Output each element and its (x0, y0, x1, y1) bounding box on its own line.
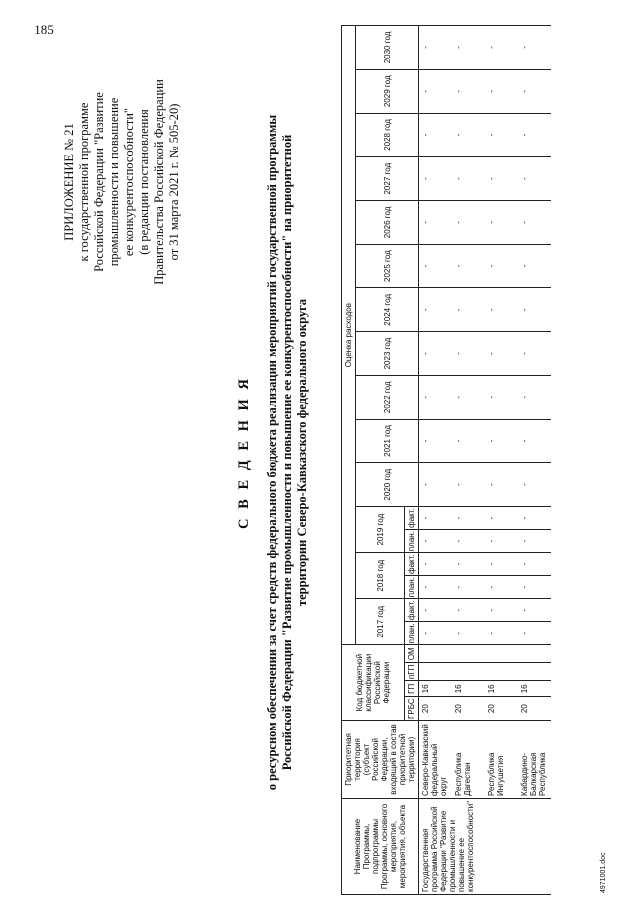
page-number: 185 (34, 22, 54, 37)
value-cell: - (485, 288, 518, 332)
header-row (342, 26, 356, 895)
document-title: С В Е Д Е Н И Я (236, 376, 252, 529)
col-plan-header: план. (405, 576, 419, 599)
value-cell: - (518, 288, 551, 332)
appendix-line: Российской Федерации "Развитие (92, 92, 106, 272)
value-cell: - (452, 576, 485, 599)
grbs-cell: 20 (518, 697, 551, 721)
col-code-header: Код бюджетной классификации Российской Федерации (342, 645, 405, 721)
gp-cell: 16 (419, 681, 453, 697)
program-name-cell: Государственная программа Российской Федерации "Развитие промышленности и повышение ее конкурентоспособности" (419, 798, 552, 894)
appendix-title: ПРИЛОЖЕНИЕ № 21 (62, 123, 76, 241)
value-cell: - (419, 375, 453, 419)
col-territory-header: Приоритетная территория (субъект Российской Федерации, входящий в состав приоритетной территории) (342, 720, 419, 798)
value-cell: - (452, 553, 485, 576)
value-cell: - (419, 332, 453, 376)
territory-cell: Республика Ингушетия (485, 720, 518, 798)
value-cell: - (518, 69, 551, 113)
document-subtitle-line: Российской Федерации "Развитие промышленности и повышение ее конкурентоспособности" на приоритетной (280, 134, 294, 771)
value-cell: - (419, 463, 453, 507)
value-cell: - (485, 26, 518, 70)
expenditure-table (341, 25, 551, 895)
value-cell: - (419, 553, 453, 576)
col-name-header: Наименование Программы, подпрограммы Программы, основного мероприятия, мероприятия, объекта (342, 798, 419, 894)
col-pgp-header: пГП (405, 663, 419, 681)
col-fact-header: факт. (405, 599, 419, 622)
col-year-header: 2017 год (356, 599, 405, 645)
value-cell: - (485, 553, 518, 576)
document-subtitle-line: территории Северо-Кавказского федерального округа (295, 298, 309, 607)
appendix-block (62, 57, 182, 307)
value-cell: - (419, 507, 453, 530)
col-year-header: 2019 год (356, 507, 405, 553)
value-cell: - (518, 375, 551, 419)
table-body (419, 26, 552, 895)
value-cell: - (419, 244, 453, 288)
col-estimate-header: Оценка расходов (342, 26, 356, 645)
value-cell: - (485, 375, 518, 419)
col-year-header: 2028 год (356, 113, 419, 157)
value-cell: - (452, 507, 485, 530)
value-cell: - (452, 201, 485, 245)
value-cell: - (518, 157, 551, 201)
value-cell: - (485, 157, 518, 201)
value-cell: - (518, 244, 551, 288)
value-cell: - (419, 419, 453, 463)
value-cell: - (485, 69, 518, 113)
value-cell: - (419, 69, 453, 113)
value-cell: - (419, 530, 453, 553)
value-cell: - (485, 201, 518, 245)
value-cell: - (452, 157, 485, 201)
col-year-header: 2021 год (356, 419, 419, 463)
om-cell (485, 645, 518, 663)
value-cell: - (452, 463, 485, 507)
value-cell: - (485, 507, 518, 530)
col-plan-header: план. (405, 622, 419, 645)
om-cell (419, 645, 453, 663)
value-cell: - (485, 576, 518, 599)
value-cell: - (518, 622, 551, 645)
pgp-cell (485, 663, 518, 681)
value-cell: - (419, 288, 453, 332)
value-cell: - (485, 332, 518, 376)
value-cell: - (485, 244, 518, 288)
col-year-header: 2025 год (356, 244, 419, 288)
value-cell: - (518, 26, 551, 70)
value-cell: - (452, 530, 485, 553)
value-cell: - (452, 419, 485, 463)
value-cell: - (452, 244, 485, 288)
table-row (419, 26, 453, 895)
table-row (518, 26, 551, 895)
title-block (236, 30, 310, 875)
appendix-line: к государственной программе (77, 102, 91, 262)
value-cell: - (518, 113, 551, 157)
value-cell: - (485, 622, 518, 645)
value-cell: - (419, 622, 453, 645)
territory-cell: Северо-Кавказский федеральный округ (419, 720, 453, 798)
om-cell (452, 645, 485, 663)
territory-cell: Кабардино-Балкарская Республика (518, 720, 551, 798)
value-cell: - (419, 201, 453, 245)
value-cell: - (518, 507, 551, 530)
value-cell: - (452, 375, 485, 419)
col-year-header: 2024 год (356, 288, 419, 332)
value-cell: - (452, 26, 485, 70)
territory-cell: Республика Дагестан (452, 720, 485, 798)
appendix-line: промышленности и повышение (107, 97, 121, 267)
gp-cell: 16 (452, 681, 485, 697)
col-year-header: 2020 год (356, 463, 419, 507)
grbs-cell: 20 (452, 697, 485, 721)
value-cell: - (452, 288, 485, 332)
col-gp-header: ГП (405, 681, 419, 697)
value-cell: - (518, 201, 551, 245)
grbs-cell: 20 (485, 697, 518, 721)
value-cell: - (518, 419, 551, 463)
grbs-cell: 20 (419, 697, 453, 721)
col-grbs-header: ГРБС (405, 697, 419, 721)
col-year-header: 2027 год (356, 157, 419, 201)
table-row (485, 26, 518, 895)
col-year-header: 2029 год (356, 69, 419, 113)
value-cell: - (485, 530, 518, 553)
table-row (452, 26, 485, 895)
pgp-cell (518, 663, 551, 681)
value-cell: - (518, 463, 551, 507)
col-year-header: 2030 год (356, 26, 419, 70)
gp-cell: 16 (518, 681, 551, 697)
value-cell: - (485, 419, 518, 463)
col-year-header: 2022 год (356, 375, 419, 419)
col-year-header: 2026 год (356, 201, 419, 245)
appendix-line: от 31 марта 2021 г. № 505-20) (167, 103, 181, 261)
col-year-header: 2023 год (356, 332, 419, 376)
col-fact-header: факт. (405, 507, 419, 530)
col-om-header: ОМ (405, 645, 419, 663)
value-cell: - (452, 113, 485, 157)
value-cell: - (518, 576, 551, 599)
value-cell: - (419, 157, 453, 201)
value-cell: - (419, 26, 453, 70)
gp-cell: 16 (485, 681, 518, 697)
value-cell: - (485, 599, 518, 622)
value-cell: - (518, 332, 551, 376)
value-cell: - (452, 69, 485, 113)
file-name: 4971001.doc (600, 852, 607, 893)
value-cell: - (419, 576, 453, 599)
pgp-cell (452, 663, 485, 681)
value-cell: - (518, 530, 551, 553)
om-cell (518, 645, 551, 663)
appendix-line: (в редакции постановления (137, 109, 151, 255)
col-year-header: 2018 год (356, 553, 405, 599)
value-cell: - (419, 113, 453, 157)
value-cell: - (452, 332, 485, 376)
value-cell: - (452, 622, 485, 645)
value-cell: - (485, 113, 518, 157)
value-cell: - (419, 599, 453, 622)
col-fact-header: факт. (405, 553, 419, 576)
appendix-line: Правительства Российской Федерации (152, 79, 166, 285)
document-subtitle-line: о ресурсном обеспечении за счет средств федерального бюджета реализации мероприятий государственной программы (265, 114, 279, 791)
pgp-cell (419, 663, 453, 681)
value-cell: - (518, 553, 551, 576)
value-cell: - (485, 463, 518, 507)
appendix-line: ее конкурентоспособности" (122, 107, 136, 257)
value-cell: - (518, 599, 551, 622)
col-plan-header: план. (405, 530, 419, 553)
value-cell: - (452, 599, 485, 622)
